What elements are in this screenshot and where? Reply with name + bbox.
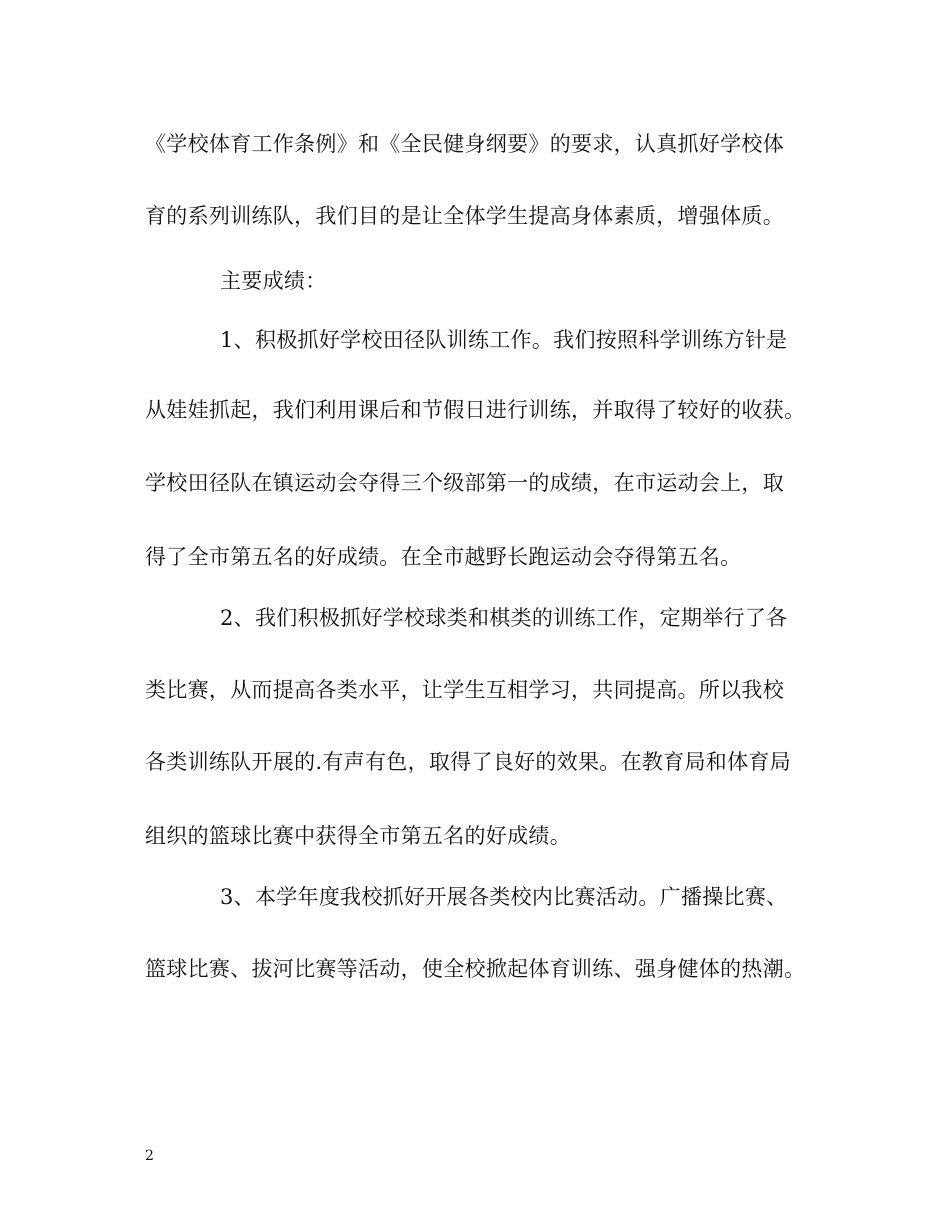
page-number: 2	[145, 1148, 154, 1164]
text-line: 《学校体育工作条例》和《全民健身纲要》的要求，认真抓好学校体	[145, 132, 784, 156]
text-line: 篮球比赛、拔河比赛等活动，使全校掀起体育训练、强身健体的热潮。	[145, 957, 806, 981]
text-line: 各类训练队开展的.有声有色，取得了良好的效果。在教育局和体育局	[145, 750, 791, 774]
text-line: 学校田径队在镇运动会夺得三个级部第一的成绩，在市运动会上，取	[145, 471, 784, 495]
text-line: 类比赛，从而提高各类水平，让学生互相学习，共同提高。所以我校	[145, 678, 784, 702]
text-line: 育的系列训练队，我们目的是让全体学生提高身体素质，增强体质。	[145, 204, 784, 228]
text-line: 组织的篮球比赛中获得全市第五名的好成绩。	[145, 824, 571, 848]
paragraph-start: 3、本学年度我校抓好开展各类校内比赛活动。广播操比赛、	[220, 885, 788, 909]
section-heading: 主要成绩：	[220, 269, 327, 293]
paragraph-start: 2、我们积极抓好学校球类和棋类的训练工作，定期举行了各	[220, 606, 788, 630]
paragraph-start: 1、积极抓好学校田径队训练工作。我们按照科学训练方针是	[220, 328, 788, 352]
text-line: 从娃娃抓起，我们利用课后和节假日进行训练，并取得了较好的收获。	[145, 398, 806, 422]
text-line: 得了全市第五名的好成绩。在全市越野长跑运动会夺得第五名。	[145, 545, 742, 569]
